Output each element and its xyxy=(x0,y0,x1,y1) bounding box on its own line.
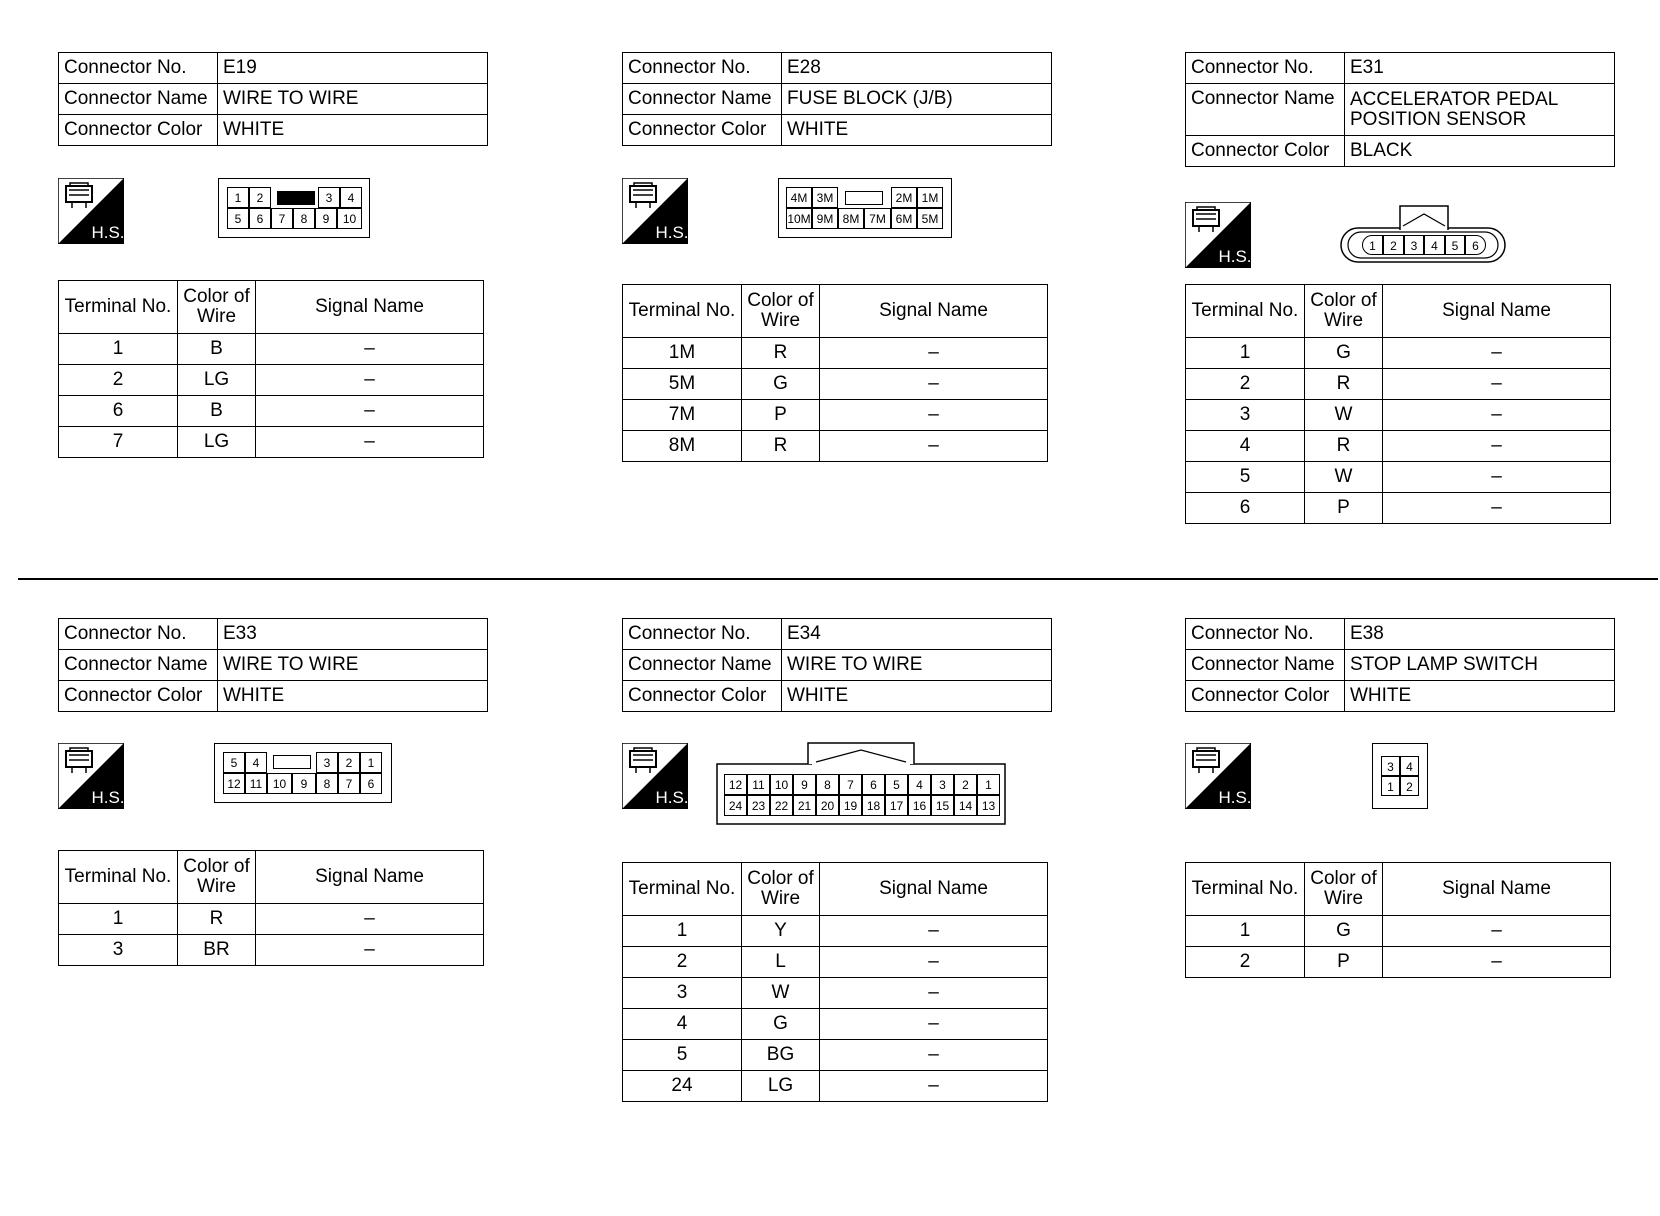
connector-color-label: Connector Color xyxy=(623,115,782,146)
section-divider xyxy=(18,578,1658,580)
table-row: 3 W – xyxy=(1186,400,1611,431)
connector-block-e19 xyxy=(58,52,488,146)
pin: 6M xyxy=(891,208,917,229)
pin: 9 xyxy=(793,774,816,795)
pin: 10 xyxy=(337,208,362,229)
svg-text:H.S.: H.S. xyxy=(655,788,688,807)
terminal-table xyxy=(1185,862,1611,978)
harness-side-icon xyxy=(58,743,124,809)
svg-text:H.S.: H.S. xyxy=(91,788,124,807)
table-row: 24 LG – xyxy=(623,1071,1048,1102)
pin: 5 xyxy=(227,208,249,229)
pin: 19 xyxy=(839,795,862,816)
harness-side-icon xyxy=(622,178,688,244)
signal-name-header: Signal Name xyxy=(820,863,1048,916)
connector-color-value: WHITE xyxy=(782,115,1052,146)
connector-info-table xyxy=(1185,618,1615,712)
connector-block-e38 xyxy=(1185,618,1615,712)
color-of-wire-header: Color of Wire xyxy=(178,281,256,334)
table-row: 2 LG – xyxy=(59,365,484,396)
terminal-block-e19 xyxy=(58,280,488,458)
pin: 1 xyxy=(360,752,382,773)
terminal-table xyxy=(622,284,1048,462)
pin: 10M xyxy=(786,208,812,229)
svg-text:H.S.: H.S. xyxy=(1218,788,1251,807)
pin: 5M xyxy=(917,208,943,229)
pin: 12 xyxy=(724,774,747,795)
connector-color-value: WHITE xyxy=(1345,681,1615,712)
pin: 8 xyxy=(293,208,315,229)
hs-text: H.S. xyxy=(91,223,124,242)
pin: 7 xyxy=(271,208,293,229)
terminal-table xyxy=(1185,284,1611,524)
connector-color-label: Connector Color xyxy=(1186,136,1345,167)
pin: 4 xyxy=(1400,756,1419,776)
keyway xyxy=(845,191,883,205)
table-row: 1M R – xyxy=(623,338,1048,369)
pin: 10 xyxy=(770,774,793,795)
pin: 12 xyxy=(223,773,245,794)
terminal-no-header: Terminal No. xyxy=(59,281,178,334)
pin: 1 xyxy=(1362,235,1383,255)
pin: 15 xyxy=(931,795,954,816)
table-row: 1 G – xyxy=(1186,338,1611,369)
connector-block-e34 xyxy=(622,618,1052,712)
pin: 2 xyxy=(338,752,360,773)
terminal-block-e38 xyxy=(1185,862,1615,978)
pin: 1 xyxy=(227,187,249,208)
connector-color-value: WHITE xyxy=(782,681,1052,712)
connector-info-table xyxy=(1185,52,1615,167)
terminal-no-header: Terminal No. xyxy=(1186,863,1305,916)
table-row: 5 BG – xyxy=(623,1040,1048,1071)
connector-color-value: WHITE xyxy=(218,681,488,712)
connector-name-value: FUSE BLOCK (J/B) xyxy=(782,84,1052,115)
pin: 6 xyxy=(1465,235,1486,255)
pin: 6 xyxy=(249,208,271,229)
terminal-table xyxy=(58,850,484,966)
connector-face-e38 xyxy=(1372,743,1428,809)
color-of-wire-header: Color of Wire xyxy=(742,863,820,916)
connector-no-label: Connector No. xyxy=(1186,619,1345,650)
connector-block-e33 xyxy=(58,618,488,712)
pin: 4M xyxy=(786,187,812,208)
connector-no-label: Connector No. xyxy=(1186,53,1345,84)
table-row: 1 G – xyxy=(1186,916,1611,947)
connector-color-value: WHITE xyxy=(218,115,488,146)
signal-name-header: Signal Name xyxy=(256,281,484,334)
connector-no-value: E34 xyxy=(782,619,1052,650)
table-row: 5M G – xyxy=(623,369,1048,400)
harness-side-icon xyxy=(622,743,688,809)
svg-text:H.S.: H.S. xyxy=(655,223,688,242)
table-row: 2 L – xyxy=(623,947,1048,978)
terminal-block-e31 xyxy=(1185,284,1615,524)
table-row: 1 B – xyxy=(59,334,484,365)
table-row: 2 R – xyxy=(1186,369,1611,400)
connector-info-table xyxy=(622,618,1052,712)
pin: 17 xyxy=(885,795,908,816)
pin: 11 xyxy=(747,774,770,795)
connector-no-label: Connector No. xyxy=(623,619,782,650)
color-of-wire-header: Color of Wire xyxy=(178,851,256,904)
pin: 7 xyxy=(839,774,862,795)
connector-no-value: E28 xyxy=(782,53,1052,84)
pin: 14 xyxy=(954,795,977,816)
connector-name-label: Connector Name xyxy=(623,84,782,115)
table-row: 6 P – xyxy=(1186,493,1611,524)
terminal-table xyxy=(58,280,484,458)
pin: 2 xyxy=(249,187,271,208)
table-row: 3 W – xyxy=(623,978,1048,1009)
pin: 3 xyxy=(316,752,338,773)
svg-text:H.S.: H.S. xyxy=(1218,247,1251,266)
table-row: 6 B – xyxy=(59,396,484,427)
connector-face-e31 xyxy=(1340,202,1508,264)
terminal-block-e33 xyxy=(58,850,488,966)
pin: 7M xyxy=(864,208,891,229)
connector-name-value: WIRE TO WIRE xyxy=(782,650,1052,681)
pin: 22 xyxy=(770,795,793,816)
pin: 18 xyxy=(862,795,885,816)
table-row: 1 Y – xyxy=(623,916,1048,947)
pin: 2 xyxy=(1400,776,1419,796)
connector-color-label: Connector Color xyxy=(623,681,782,712)
connector-no-label: Connector No. xyxy=(59,619,218,650)
harness-side-icon xyxy=(1185,202,1251,268)
pin: 11 xyxy=(245,773,267,794)
pin: 8M xyxy=(838,208,864,229)
connector-info-table xyxy=(58,618,488,712)
table-row: 4 R – xyxy=(1186,431,1611,462)
pin: 5 xyxy=(1445,235,1465,255)
table-row: 3 BR – xyxy=(59,935,484,966)
connector-name-label: Connector Name xyxy=(623,650,782,681)
connector-face-e34 xyxy=(716,742,1008,826)
pin: 24 xyxy=(724,795,747,816)
terminal-table xyxy=(622,862,1048,1102)
table-row: 7 LG – xyxy=(59,427,484,458)
pin: 13 xyxy=(977,795,1000,816)
color-of-wire-header: Color of Wire xyxy=(1305,863,1383,916)
connector-name-label: Connector Name xyxy=(59,650,218,681)
table-row: 1 R – xyxy=(59,904,484,935)
pin: 8 xyxy=(816,774,839,795)
signal-name-header: Signal Name xyxy=(820,285,1048,338)
pin: 2 xyxy=(954,774,977,795)
pin: 5 xyxy=(223,752,245,773)
connector-name-value: WIRE TO WIRE xyxy=(218,84,488,115)
connector-color-label: Connector Color xyxy=(59,115,218,146)
terminal-block-e34 xyxy=(622,862,1052,1102)
connector-no-value: E38 xyxy=(1345,619,1615,650)
harness-side-icon xyxy=(1185,743,1251,809)
harness-side-icon xyxy=(58,178,124,244)
connector-face-e19 xyxy=(218,178,370,238)
terminal-no-header: Terminal No. xyxy=(1186,285,1305,338)
pin: 4 xyxy=(1424,235,1445,255)
connector-no-value: E31 xyxy=(1345,53,1615,84)
pin: 3M xyxy=(812,187,838,208)
connector-color-label: Connector Color xyxy=(59,681,218,712)
pin: 10 xyxy=(267,773,292,794)
connector-no-value: E33 xyxy=(218,619,488,650)
pin: 4 xyxy=(908,774,931,795)
pin: 4 xyxy=(340,187,362,208)
terminal-no-header: Terminal No. xyxy=(623,863,742,916)
pin: 3 xyxy=(1404,235,1424,255)
pin: 4 xyxy=(245,752,267,773)
pin: 1 xyxy=(1381,776,1400,796)
signal-name-header: Signal Name xyxy=(1383,285,1611,338)
pin: 16 xyxy=(908,795,931,816)
keyway xyxy=(273,755,311,769)
table-row: 4 G – xyxy=(623,1009,1048,1040)
connector-name-label: Connector Name xyxy=(59,84,218,115)
connector-name-label: Connector Name xyxy=(1186,84,1345,136)
pin: 20 xyxy=(816,795,839,816)
table-row: 5 W – xyxy=(1186,462,1611,493)
pin: 3 xyxy=(1381,756,1400,776)
connector-color-value: BLACK xyxy=(1345,136,1615,167)
pin: 9 xyxy=(315,208,337,229)
connector-block-e28 xyxy=(622,52,1052,146)
connector-name-label: Connector Name xyxy=(1186,650,1345,681)
pin: 1M xyxy=(917,187,943,208)
terminal-no-header: Terminal No. xyxy=(59,851,178,904)
color-of-wire-header: Color of Wire xyxy=(742,285,820,338)
pin: 8 xyxy=(316,773,338,794)
terminal-block-e28 xyxy=(622,284,1052,462)
table-row: 2 P – xyxy=(1186,947,1611,978)
pin: 23 xyxy=(747,795,770,816)
connector-name-value: ACCELERATOR PEDAL POSITION SENSOR xyxy=(1345,84,1615,136)
connector-info-table xyxy=(58,52,488,146)
pin: 3 xyxy=(318,187,340,208)
connector-color-label: Connector Color xyxy=(1186,681,1345,712)
signal-name-header: Signal Name xyxy=(256,851,484,904)
table-row: 8M R – xyxy=(623,431,1048,462)
color-of-wire-header: Color of Wire xyxy=(1305,285,1383,338)
keyway xyxy=(277,191,315,205)
pin: 2 xyxy=(1383,235,1404,255)
signal-name-header: Signal Name xyxy=(1383,863,1611,916)
pin: 5 xyxy=(885,774,908,795)
connector-block-e31 xyxy=(1185,52,1615,167)
table-row: 7M P – xyxy=(623,400,1048,431)
pin: 9 xyxy=(292,773,316,794)
pin-grid xyxy=(724,774,1000,816)
connector-no-label: Connector No. xyxy=(623,53,782,84)
pin: 6 xyxy=(360,773,382,794)
connector-name-value: STOP LAMP SWITCH xyxy=(1345,650,1615,681)
connector-no-label: Connector No. xyxy=(59,53,218,84)
pin: 21 xyxy=(793,795,816,816)
pin: 9M xyxy=(812,208,838,229)
pin: 7 xyxy=(338,773,360,794)
connector-face-e33 xyxy=(214,743,392,803)
connector-name-value: WIRE TO WIRE xyxy=(218,650,488,681)
terminal-no-header: Terminal No. xyxy=(623,285,742,338)
connector-no-value: E19 xyxy=(218,53,488,84)
pin: 2M xyxy=(891,187,917,208)
pin: 3 xyxy=(931,774,954,795)
pin: 6 xyxy=(862,774,885,795)
connector-info-table xyxy=(622,52,1052,146)
connector-face-e28 xyxy=(778,178,952,238)
pin: 1 xyxy=(977,774,1000,795)
